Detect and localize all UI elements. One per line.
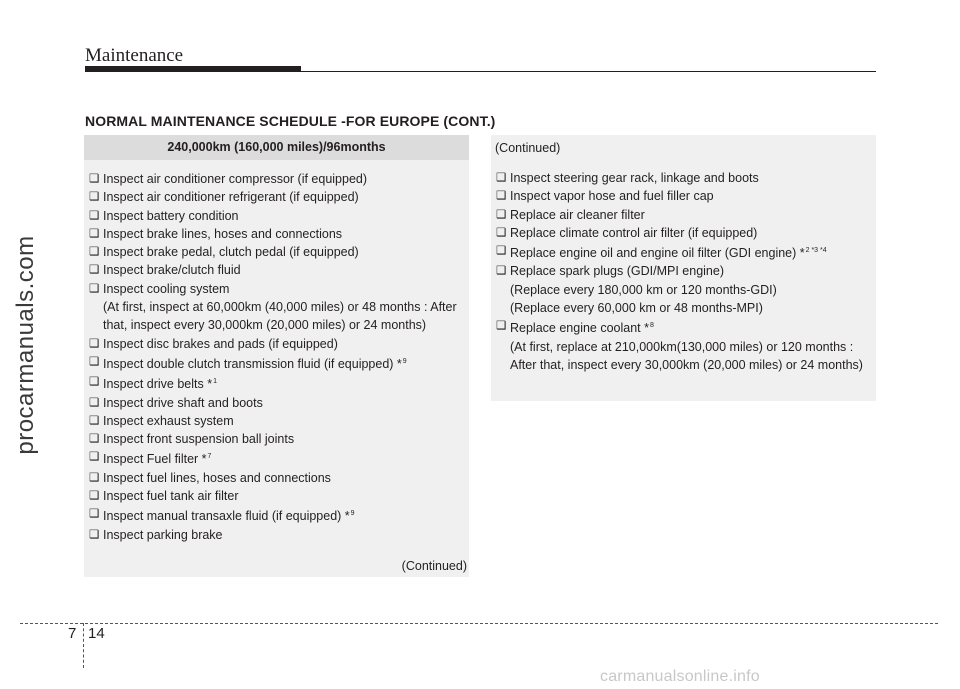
schedule-item-label: Inspect parking brake: [103, 527, 223, 542]
schedule-item-text: [103, 505, 465, 525]
checkbox-icon: ❑: [89, 191, 100, 204]
footer-divider: [83, 623, 84, 668]
checkbox-icon: ❑: [89, 264, 100, 277]
schedule-item-text: [103, 430, 465, 448]
schedule-item: [89, 373, 465, 393]
schedule-item: [89, 487, 465, 505]
continued-bottom: (Continued): [401, 559, 467, 573]
schedule-item: [496, 317, 872, 374]
schedule-item-text: [510, 242, 872, 262]
schedule-item-text: [103, 225, 465, 243]
footnote-marker: 9: [350, 510, 355, 518]
footnote-marker: 1: [213, 378, 217, 386]
bottom-watermark: carmanualsonline.info: [600, 668, 760, 685]
footer-rule: [20, 623, 938, 624]
checkbox-icon: ❑: [89, 451, 100, 464]
checkbox-icon: ❑: [496, 226, 507, 239]
schedule-item: [496, 206, 872, 224]
checkbox-icon: ❑: [89, 376, 100, 389]
interval-heading: 240,000km (160,000 miles)/96months: [84, 135, 469, 160]
checkbox-icon: ❑: [89, 209, 100, 222]
checkbox-icon: ❑: [89, 355, 100, 368]
schedule-item-text: [510, 224, 872, 242]
schedule-item-label: Inspect brake pedal, clutch pedal (if equipped): [103, 245, 359, 260]
chapter-number: 7: [68, 625, 77, 642]
schedule-item-label: Inspect front suspension ball joints: [103, 432, 295, 447]
left-item-list: [84, 160, 469, 544]
checkbox-icon: ❑: [89, 471, 100, 484]
schedule-item-label: Inspect brake/clutch fluid: [103, 263, 241, 278]
checkbox-icon: ❑: [89, 433, 100, 446]
left-schedule-column: [84, 135, 469, 577]
checkbox-icon: ❑: [496, 172, 507, 184]
checkbox-icon: ❑: [496, 320, 507, 333]
checkbox-icon: ❑: [89, 246, 100, 259]
footnote-marker: 8: [650, 322, 654, 330]
schedule-item: [496, 169, 872, 187]
schedule-item-text: [103, 280, 465, 335]
schedule-item-label: Inspect exhaust system: [103, 413, 234, 428]
checkbox-icon: ❑: [89, 337, 100, 350]
page-number: 14: [88, 625, 105, 642]
checkbox-icon: ❑: [89, 414, 100, 427]
schedule-item-label: Replace spark plugs (GDI/MPI engine): [510, 264, 724, 279]
schedule-item: [89, 526, 465, 544]
schedule-item-detail: (At first, replace at 210,000km(130,000 miles) or 120 months : After that, inspect every 30,000km (20,000 miles) or 24 months): [510, 339, 863, 372]
schedule-item-text: [510, 317, 872, 374]
schedule-item-label: Inspect brake lines, hoses and connections: [103, 226, 343, 241]
checkbox-icon: ❑: [89, 227, 100, 240]
checkbox-icon: ❑: [89, 173, 100, 185]
schedule-item-label: Inspect manual transaxle fluid (if equipped) *: [103, 509, 350, 524]
schedule-item-text: [510, 187, 872, 205]
footnote-marker: 7: [207, 453, 212, 461]
schedule-item-label: Inspect double clutch transmission fluid (if equipped) *: [103, 356, 402, 371]
schedule-item-text: [103, 335, 465, 353]
schedule-item-label: Inspect drive belts *: [103, 377, 213, 392]
schedule-item-label: Replace climate control air filter (if equipped): [510, 225, 758, 240]
checkbox-icon: ❑: [496, 265, 507, 278]
footnote-marker: 2 *3 *4: [805, 247, 827, 255]
schedule-item-text: [103, 412, 465, 430]
schedule-item-label: Replace engine coolant *: [510, 321, 649, 336]
schedule-item-text: [103, 448, 465, 468]
right-item-list: [491, 169, 876, 374]
checkbox-icon: ❑: [496, 208, 507, 221]
schedule-item-detail: (At first, inspect at 60,000km (40,000 miles) or 48 months : After that, inspect every 30,000km (20,000 miles) or 24 months): [103, 300, 457, 333]
schedule-item: [89, 261, 465, 279]
checkbox-icon: ❑: [89, 508, 100, 521]
schedule-item-label: Inspect cooling system: [103, 281, 230, 296]
schedule-item-text: [103, 170, 465, 188]
footnote-marker: 9: [402, 357, 407, 365]
checkbox-icon: ❑: [89, 396, 100, 409]
schedule-item-detail: (Replace every 180,000 km or 120 months-GDI): [510, 282, 777, 297]
schedule-item-text: [103, 487, 465, 505]
schedule-item: [89, 170, 465, 188]
schedule-item: [89, 335, 465, 353]
schedule-item-label: Inspect drive shaft and boots: [103, 395, 263, 410]
schedule-item: [89, 448, 465, 468]
schedule-item-text: [103, 261, 465, 279]
schedule-item: [89, 469, 465, 487]
schedule-item: [496, 224, 872, 242]
schedule-item-label: Inspect disc brakes and pads (if equipped): [103, 336, 338, 351]
schedule-item-label: Inspect battery condition: [103, 208, 239, 223]
schedule-item-text: [103, 469, 465, 487]
schedule-item-label: Inspect fuel tank air filter: [103, 489, 239, 504]
side-watermark-text: procarmanuals.com: [12, 235, 39, 455]
header-title: Maintenance: [85, 45, 184, 66]
schedule-item: [89, 207, 465, 225]
header-rule-thin: [301, 71, 876, 72]
schedule-item: [496, 262, 872, 317]
checkbox-icon: ❑: [496, 245, 507, 258]
schedule-item: [89, 412, 465, 430]
checkbox-icon: ❑: [89, 490, 100, 503]
schedule-item: [89, 243, 465, 261]
schedule-item-text: [103, 243, 465, 261]
schedule-item: [89, 353, 465, 373]
schedule-item: [89, 225, 465, 243]
checkbox-icon: ❑: [89, 282, 100, 295]
schedule-item-text: [103, 526, 465, 544]
schedule-item-label: Inspect Fuel filter *: [103, 452, 207, 467]
section-title: NORMAL MAINTENANCE SCHEDULE -FOR EUROPE (CONT.): [85, 113, 496, 129]
schedule-item-label: Inspect air conditioner refrigerant (if equipped): [103, 190, 359, 205]
right-schedule-column: [491, 135, 876, 401]
schedule-item: [496, 187, 872, 205]
schedule-item: [496, 242, 872, 262]
side-watermark: [8, 215, 44, 475]
schedule-item-text: [510, 262, 872, 317]
schedule-item-text: [103, 188, 465, 206]
schedule-item-text: [510, 169, 872, 187]
continued-top: (Continued): [495, 141, 561, 155]
schedule-item-detail: (Replace every 60,000 km or 48 months-MPI): [510, 301, 763, 316]
schedule-item-text: [103, 394, 465, 412]
schedule-item-text: [103, 373, 465, 393]
schedule-item-text: [103, 353, 465, 373]
schedule-item-label: Replace air cleaner filter: [510, 207, 645, 222]
schedule-item-label: Inspect fuel lines, hoses and connections: [103, 470, 331, 485]
schedule-item-label: Inspect air conditioner compressor (if equipped): [103, 172, 368, 186]
schedule-item: [89, 505, 465, 525]
schedule-item: [89, 430, 465, 448]
schedule-item-text: [510, 206, 872, 224]
schedule-item-label: Inspect steering gear rack, linkage and boots: [510, 171, 759, 185]
schedule-item: [89, 394, 465, 412]
checkbox-icon: ❑: [496, 190, 507, 203]
header-rule-thick: [85, 66, 301, 72]
schedule-item: [89, 188, 465, 206]
schedule-item-text: [103, 207, 465, 225]
checkbox-icon: ❑: [89, 528, 100, 541]
schedule-item: [89, 280, 465, 335]
schedule-item-label: Replace engine oil and engine oil filter (GDI engine) *: [510, 246, 805, 261]
schedule-item-label: Inspect vapor hose and fuel filler cap: [510, 189, 714, 204]
